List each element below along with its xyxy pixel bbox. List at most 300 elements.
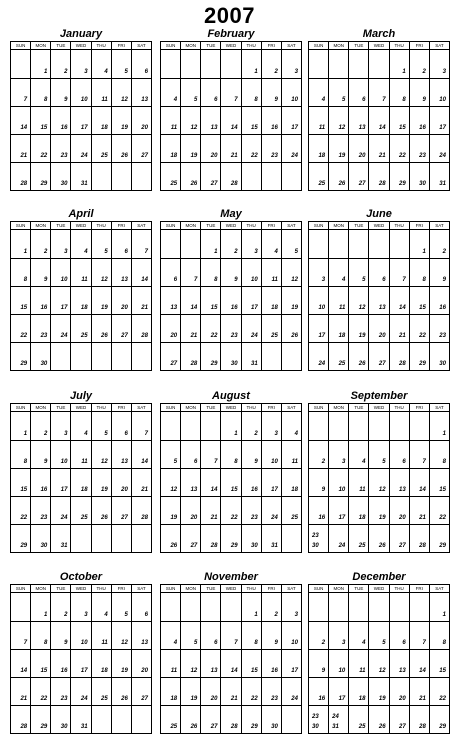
weekday-label: FRI [261,404,281,411]
day-number: 21 [141,487,148,493]
week-row [309,440,449,468]
day-cell [111,412,131,440]
month-name: April [68,208,94,220]
day-number: 26 [378,724,386,730]
day-number: 2 [64,69,68,75]
day-cell [70,622,90,649]
day-cell [30,469,50,496]
day-number: 14 [399,305,406,311]
weekday-label: SAT [429,222,449,229]
day-cell [70,525,90,552]
day-number: 26 [121,696,128,702]
day-number: 2 [234,249,238,255]
day-number: 1 [254,69,258,75]
day-cell [111,497,131,524]
day-cell [50,412,70,440]
day-number: 1 [23,249,28,255]
day-cell [389,650,409,677]
day-number: 1 [442,431,446,437]
day-cell [131,343,151,370]
day-cell [281,230,301,258]
day-cell [220,593,240,621]
day-cell [111,678,131,705]
day-number: 3 [341,640,346,646]
day-number: 1 [402,69,406,75]
day-cell [70,259,90,286]
day-number: 24 [60,333,68,339]
day-cell [309,79,328,106]
day-number: 14 [230,125,238,131]
day-cell [200,287,220,314]
day-cell [200,107,220,134]
day-number: 6 [144,612,148,618]
day-cell [241,706,261,733]
day-cell [261,525,281,552]
day-number: 23 [271,153,278,159]
day-number: 28 [419,724,426,730]
day-number: 26 [291,333,298,339]
day-cell [429,412,449,440]
day-number: 4 [84,249,88,255]
day-number: 30 [40,361,48,367]
day-cell [328,287,348,314]
day-cell [111,650,131,677]
day-cell [111,107,131,134]
day-cell [348,412,368,440]
weekday-label: MON [180,42,200,49]
weekday-label: MON [30,404,50,411]
week-row [11,440,151,468]
month-grid [160,221,302,371]
day-cell [200,343,220,370]
day-cell [348,469,368,496]
day-number: 9 [321,668,326,674]
day-number: 27 [141,153,148,159]
day-cell [30,79,50,106]
day-number: 17 [271,487,278,493]
day-cell [70,678,90,705]
day-number: 24 [291,153,298,159]
day-cell [200,163,220,190]
day-cell [200,706,220,733]
day-cell [30,163,50,190]
day-number: 2 [274,612,278,618]
day-cell [409,135,429,162]
day-cell [389,287,409,314]
day-cell [220,622,240,649]
day-cell [281,497,301,524]
day-cell [328,441,348,468]
month-name: January [59,28,103,40]
day-cell [328,412,348,440]
weekday-label: THU [241,222,261,229]
day-cell [241,230,261,258]
day-number: 22 [439,696,446,702]
weekday-label: SAT [429,404,449,411]
day-number: 22 [20,333,28,339]
day-cell [91,343,111,370]
day-cell [161,287,180,314]
day-cell [429,706,449,733]
day-cell [429,650,449,677]
day-number: 2 [274,69,278,75]
day-number: 28 [20,181,28,187]
day-cell [180,622,200,649]
day-cell [409,678,429,705]
day-cell [131,650,151,677]
day-number: 30 [60,724,68,730]
day-number: 23 [312,533,319,539]
day-cell [200,315,220,342]
week-row [309,677,449,705]
weekday-label: SAT [131,404,151,411]
weekday-label: TUE [348,222,368,229]
week-row [11,134,151,162]
day-number: 5 [193,97,198,103]
day-cell [261,412,281,440]
day-number: 2 [43,431,48,437]
day-cell [30,497,50,524]
day-number: 11 [81,459,88,465]
day-number: 19 [338,153,346,159]
day-number: 31 [251,361,258,367]
day-number: 9 [254,459,258,465]
day-number: 12 [190,668,198,674]
week-row [11,50,151,78]
weekday-label: SAT [429,585,449,592]
day-number: 4 [84,431,88,437]
day-cell [50,107,70,134]
week-row [161,496,301,524]
weekday-label: WED [368,222,388,229]
day-cell [389,315,409,342]
day-cell [11,593,30,621]
week-row [161,412,301,440]
day-cell [261,163,281,190]
day-cell [281,593,301,621]
day-cell [131,622,151,649]
day-cell [309,135,328,162]
day-number: 20 [210,696,218,702]
day-cell [328,622,348,649]
day-cell [261,107,281,134]
month-name: May [220,208,242,220]
weekday-label: WED [70,42,90,49]
day-cell [111,593,131,621]
day-cell [131,706,151,733]
day-number: 5 [294,249,298,255]
day-number: 19 [378,515,386,521]
day-cell [368,107,388,134]
day-cell [180,79,200,106]
day-cell [389,259,409,286]
day-cell [11,287,30,314]
day-cell [131,79,151,106]
day-number: 10 [80,640,88,646]
day-cell [131,441,151,468]
day-number: 19 [121,125,128,131]
day-number: 2 [43,249,48,255]
day-number: 13 [399,487,406,493]
day-cell [281,343,301,370]
day-number: 20 [121,305,128,311]
day-number: 5 [362,277,366,283]
day-cell [111,230,131,258]
day-cell [131,469,151,496]
day-number: 19 [101,305,108,311]
day-cell [91,79,111,106]
day-cell [131,497,151,524]
day-number: 3 [254,249,258,255]
month-grid [308,221,450,371]
weekday-label: SUN [165,43,176,48]
day-number: 11 [271,277,278,283]
day-cell [389,706,409,733]
day-number: 15 [210,305,218,311]
day-number: 29 [20,361,28,367]
day-cell [180,706,200,733]
day-number: 21 [230,696,238,702]
weekday-header-row [161,42,301,50]
week-row [11,621,151,649]
day-cell [368,79,388,106]
day-number: 24 [60,515,68,521]
weekday-label: WED [220,222,240,229]
day-cell [161,135,180,162]
day-number: 13 [378,305,386,311]
day-cell [50,79,70,106]
day-cell [409,230,429,258]
week-row [11,314,151,342]
day-cell [281,259,301,286]
day-cell [11,412,30,440]
day-cell [309,622,328,649]
day-cell [348,525,368,552]
weekday-label: THU [91,42,111,49]
day-cell [281,315,301,342]
day-cell [131,230,151,258]
day-number: 8 [214,277,218,283]
day-cell [241,79,261,106]
day-number: 22 [210,333,218,339]
day-number: 17 [318,333,326,339]
day-number: 16 [439,305,446,311]
day-number: 4 [362,459,366,465]
weekday-label: MON [328,42,348,49]
day-cell [70,593,90,621]
day-cell [328,259,348,286]
day-cell [30,622,50,649]
day-cell [200,412,220,440]
weekday-label: SUN [15,405,26,410]
day-number: 11 [101,640,108,646]
day-number: 20 [141,668,148,674]
day-cell [328,650,348,677]
day-number: 30 [271,724,278,730]
day-number: 11 [170,125,178,131]
day-cell [409,259,429,286]
day-number: 29 [40,724,48,730]
day-number: 5 [104,431,108,437]
day-number: 8 [43,97,48,103]
day-cell [261,678,281,705]
day-number: 9 [43,459,48,465]
week-row [309,593,449,621]
day-number: 5 [104,249,108,255]
week-row [161,230,301,258]
day-number: 30 [60,181,68,187]
day-number: 29 [419,361,426,367]
week-row [309,78,449,106]
day-cell [50,441,70,468]
day-cell [30,678,50,705]
day-number: 1 [254,612,258,618]
day-number: 27 [399,724,406,730]
day-number: 21 [20,696,28,702]
day-cell [368,230,388,258]
day-cell [409,343,429,370]
day-number: 18 [358,696,366,702]
day-cell [328,706,348,733]
day-cell [131,135,151,162]
week-row [161,677,301,705]
day-number: 4 [341,277,346,283]
day-cell [241,287,261,314]
day-cell [261,706,281,733]
day-number: 10 [271,459,278,465]
day-cell [220,315,240,342]
day-number: 24 [80,696,88,702]
weekday-label: WED [70,404,90,411]
weekday-label: THU [241,42,261,49]
day-cell [91,230,111,258]
day-cell [111,441,131,468]
day-cell [91,525,111,552]
day-cell [200,650,220,677]
day-number: 26 [121,153,128,159]
day-number: 14 [230,668,238,674]
day-number: 28 [141,333,148,339]
day-number: 20 [399,515,406,521]
day-cell [180,50,200,78]
day-cell [200,593,220,621]
day-number: 10 [60,277,68,283]
day-number: 17 [60,487,68,493]
day-cell [200,497,220,524]
day-cell [309,259,328,286]
weekday-label: WED [368,404,388,411]
day-number: 21 [378,153,386,159]
day-number: 15 [399,125,406,131]
weekday-label: WED [368,42,388,49]
day-cell [309,441,328,468]
day-cell [131,287,151,314]
weekday-label: WED [220,404,240,411]
day-number: 12 [378,668,386,674]
day-number: 7 [193,277,198,283]
day-cell [328,135,348,162]
day-number: 16 [60,668,68,674]
day-number: 26 [378,543,386,549]
day-cell [281,706,301,733]
day-number: 8 [43,640,48,646]
month-grid [160,584,302,734]
weekday-label: FRI [261,222,281,229]
day-cell [50,593,70,621]
day-number: 13 [210,125,218,131]
day-cell [11,259,30,286]
week-row [309,314,449,342]
day-number: 13 [190,487,198,493]
weekday-label: WED [368,585,388,592]
day-number: 13 [141,97,148,103]
day-number: 6 [124,249,128,255]
day-cell [281,163,301,190]
day-number: 9 [234,277,238,283]
day-cell [368,259,388,286]
day-number: 11 [81,277,88,283]
day-number: 27 [378,361,386,367]
day-cell [91,650,111,677]
day-cell [328,678,348,705]
day-number: 20 [190,515,198,521]
day-number: 24 [80,153,88,159]
day-number: 8 [402,97,406,103]
day-number: 6 [124,431,128,437]
month-grid [308,584,450,734]
day-cell [241,593,261,621]
week-row [309,705,449,733]
day-cell [180,135,200,162]
day-cell [281,287,301,314]
day-number: 27 [170,361,178,367]
day-number: 19 [291,305,298,311]
week-row [309,468,449,496]
weekday-label: SUN [165,586,176,591]
week-row [309,286,449,314]
day-number: 31 [60,543,68,549]
day-cell [131,315,151,342]
day-number: 23 [60,153,68,159]
day-number: 19 [378,696,386,702]
day-number: 14 [141,277,148,283]
day-number: 24 [291,696,298,702]
day-cell [241,50,261,78]
day-number: 24 [271,515,278,521]
day-number: 11 [101,97,108,103]
day-cell [200,622,220,649]
day-number: 22 [419,333,426,339]
day-cell [220,441,240,468]
day-number: 1 [214,249,218,255]
day-number: 25 [101,153,108,159]
day-number: 8 [23,277,28,283]
weekday-label: MON [180,585,200,592]
day-cell [11,315,30,342]
day-cell [50,706,70,733]
weekday-label: WED [70,585,90,592]
day-number: 28 [141,515,148,521]
day-cell [429,343,449,370]
day-cell [11,135,30,162]
month-grid [160,41,302,191]
day-cell [180,230,200,258]
weekday-label: TUE [348,585,368,592]
day-number: 20 [170,333,178,339]
day-cell [241,412,261,440]
weekday-label: TUE [200,404,220,411]
day-cell [161,593,180,621]
